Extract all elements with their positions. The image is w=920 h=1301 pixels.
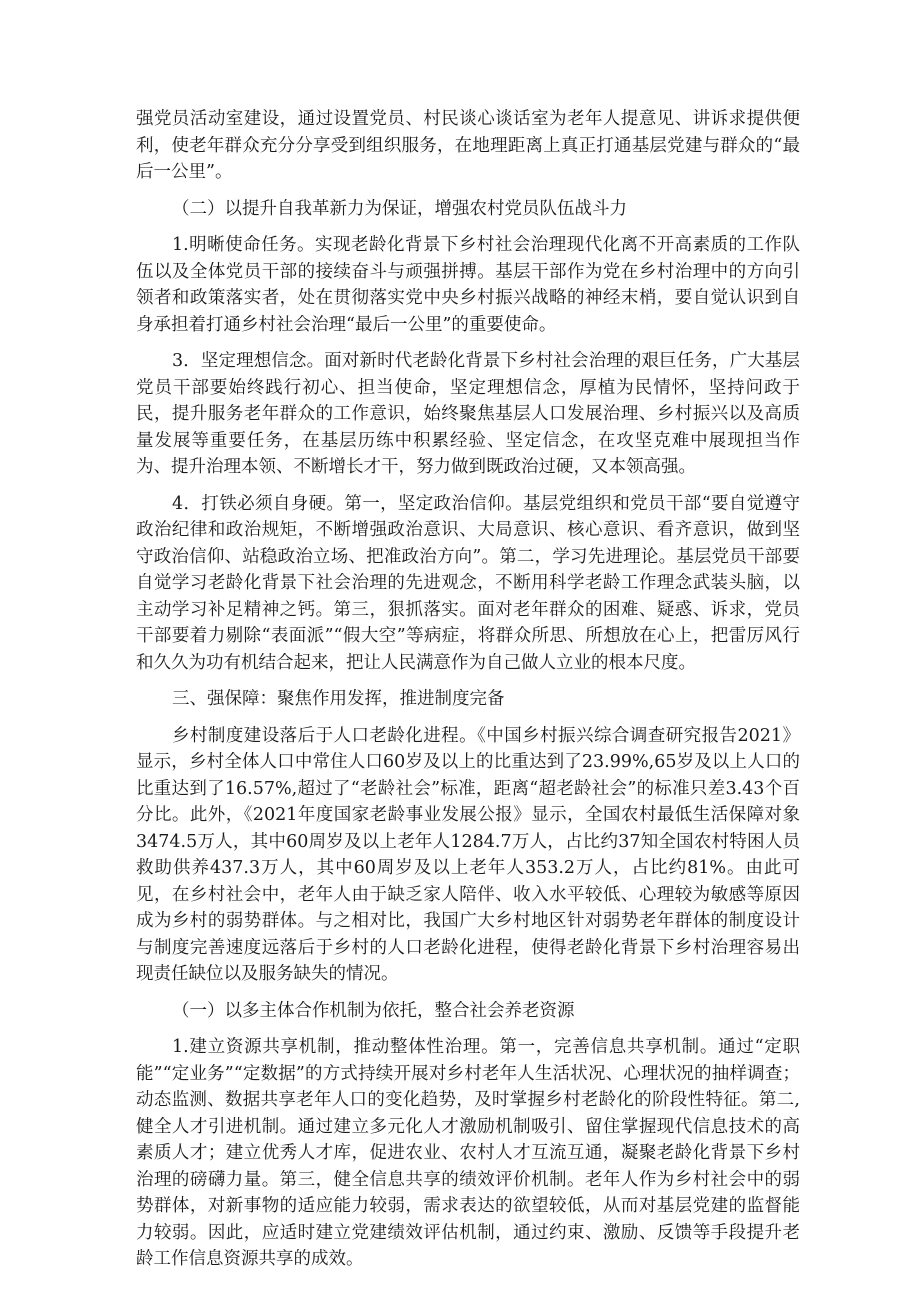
subsection-heading-1: （一）以多主体合作机制为依托，整合社会养老资源 [172, 1000, 575, 1021]
paragraph-institution: 乡村制度建设落后于人口老龄化进程。《中国乡村振兴综合调查研究报告2021》显示，乡村全体人口中常住人口60岁及以上的比重达到了23.99%,65岁及以上人口的比重达到了16.57%,超过了“老龄社会”标准，距离“超老龄社会”的标准只差3.43个百分比。此外，《2021年度国家老龄事业发展公报》显示，全国农村最低生活保障对象3474.5万人，其中60周岁及以上老年人1284.7万人，占比约37知全国农村特困人员救助供养437.3万人，其中60周岁及以上老年人353.2万人，占比约81%。由此可见，在乡村社会中，老年人由于缺乏家人陪伴、收入水平较低、心理较为敏感等原因成为乡村的弱势群体。与之相对比，我国广大乡村地区针对弱势老年群体的制度设计与制度完善速度远落后于乡村的人口老龄化进程，使得老龄化背景下乡村治理容易出现责任缺位以及服务缺失的情况。 [136, 725, 800, 984]
section-heading-3: 三、强保障：聚焦作用发挥，推进制度完备 [172, 689, 505, 709]
paragraph-mission: 1.明晰使命任务。实现老龄化背景下乡村社会治理现代化离不开高素质的工作队伍以及全体党员干部的接续奋斗与顽强拼搏。基层干部作为党在乡村治理中的方向引领者和政策落实者，处在贯彻落实党中央乡村振兴战略的神经末梢，要自觉认识到自身承担着打通乡村社会治理“最后一公里”的重要使命。 [136, 235, 800, 335]
document-body [136, 106, 800, 1283]
paragraph-continuation: 强党员活动室建设，通过设置党员、村民谈心谈话室为老年人提意见、讲诉求提供便利，使老年群众充分分享受到组织服务，在地理距离上真正打通基层党建与群众的“最后一公里”。 [136, 109, 800, 182]
paragraph-resource-sharing: 1.建立资源共享机制，推动整体性治理。第一，完善信息共享机制。通过“定职能”“定业务”“定数据”的方式持续开展对乡村老年人生活状况、心理状况的抽样调查；动态监测、数据共享老年人口的变化趋势，及时掌握乡村老龄化的阶段性特征。第二,健全人才引进机制。通过建立多元化人才激励机制吸引、留住掌握现代信息技术的高素质人才；建立优秀人才库，促进农业、农村人才互流互通，凝聚老龄化背景下乡村治理的磅礴力量。第三，健全信息共享的绩效评价机制。老年人作为乡村社会中的弱势群体，对新事物的适应能力较弱，需求表达的欲望较低，从而对基层党建的监督能力较弱。因此，应适时建立党建绩效评估机制，通过约束、激励、反馈等手段提升老龄工作信息资源共享的成效。 [136, 1037, 800, 1269]
subsection-heading-2: （二）以提升自我革新力为保证，增强农村党员队伍战斗力 [172, 198, 627, 219]
paragraph-self-discipline: 4．打铁必须自身硬。第一，坚定政治信仰。基层党组织和党员干部“要自觉遵守政治纪律和政治规矩，不断增强政治意识、大局意识、核心意识、看齐意识，做到坚守政治信仰、站稳政治立场、把准政治方向”。第二，学习先进理论。基层党员干部要自觉学习老龄化背景下社会治理的先进观念，不断用科学老龄工作理念武装头脑，以主动学习补足精神之钙。第三，狠抓落实。面对老年群众的困难、疑惑、诉求，党员干部要着力剔除“表面派”“假大空”等病症，将群众所思、所想放在心上，把雷厉风行和久久为功有机结合起来，把让人民满意作为自己做人立业的根本尺度。 [136, 493, 800, 673]
paragraph-ideals: 3．坚定理想信念。面对新时代老龄化背景下乡村社会治理的艰巨任务，广大基层党员干部要始终践行初心、担当使命，坚定理想信念，厚植为民情怀，坚持问政于民，提升服务老年群众的工作意识，始终聚焦基层人口发展治理、乡村振兴以及高质量发展等重要任务，在基层历练中积累经验、坚定信念，在攻坚克难中展现担当作为、提升治理本领、不断增长才干，努力做到既政治过硬，又本领高强。 [136, 351, 800, 477]
